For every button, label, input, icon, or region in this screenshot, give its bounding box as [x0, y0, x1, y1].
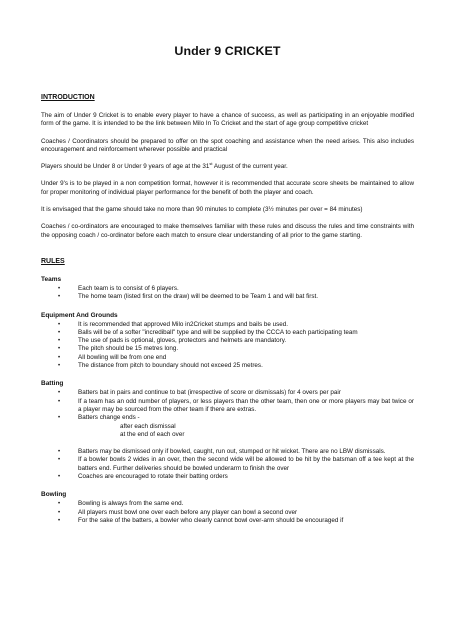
- bullet-icon: •: [58, 449, 61, 456]
- list-item: [41, 517, 414, 525]
- sub-list-item: at the end of each over: [120, 430, 185, 438]
- bowling-list: [41, 500, 414, 525]
- teams-list: [41, 285, 414, 302]
- age-text-end: August of the current year.: [212, 163, 288, 171]
- list-item: [41, 398, 414, 415]
- batting-heading: Batting: [41, 380, 64, 388]
- list-item: [41, 389, 414, 397]
- intro-paragraph-coaches: Coaches / Coordinators should be prepared to offer on the spot coaching and assistance when the need arises. This also includes encouragement and reinforcement wherever possible and practical: [41, 137, 414, 153]
- list-item: [41, 423, 414, 431]
- list-item-text: Batters bat in pairs and continue to bat (irrespective of score or dismissals) for 4 overs per pair: [78, 389, 341, 397]
- list-item: [41, 448, 414, 456]
- bullet-icon: •: [58, 390, 61, 397]
- teams-heading: Teams: [41, 275, 62, 283]
- list-item: [41, 293, 414, 301]
- bullet-icon: •: [58, 415, 61, 422]
- list-item: [41, 362, 414, 370]
- list-item: [41, 345, 414, 353]
- list-spacer: [41, 439, 414, 448]
- intro-paragraph-age: [41, 163, 414, 171]
- bullet-icon: •: [58, 346, 61, 353]
- list-item: [41, 456, 414, 473]
- list-item: [41, 321, 414, 329]
- list-item-text: Coaches are encouraged to rotate their batting orders: [78, 473, 228, 481]
- age-superscript: st: [209, 161, 213, 167]
- list-item-text: Batters may be dismissed only if bowled, caught, run out, stumped or hit wicket. There are no LBW dismissals.: [78, 448, 386, 456]
- list-item: [41, 414, 414, 422]
- list-item: [41, 337, 414, 345]
- list-item-text: Balls will be of a softer "incrediball" type and will be supplied by the CCCA to each participating team: [78, 328, 358, 336]
- list-item-text: The pitch should be 15 metres long.: [78, 345, 179, 353]
- intro-paragraph-aim: The aim of Under 9 Cricket is to enable every player to have a chance of success, as well as participating in an enjoyable modified form of the game. It is intended to be the link between Milo In To Cricket and the start of age group competitive cricket: [41, 112, 414, 128]
- bullet-icon: •: [58, 501, 61, 508]
- list-item: [41, 509, 414, 517]
- bullet-icon: •: [58, 285, 61, 292]
- bullet-icon: •: [58, 398, 61, 405]
- list-item-text: All players must bowl one over each before any player can bowl a second over: [78, 508, 298, 516]
- list-item: [41, 285, 414, 293]
- rules-heading: RULES: [41, 257, 65, 265]
- list-item: [41, 354, 414, 362]
- list-item-text: If a team has an odd number of players, or less players than the other team, then one or more players may bat twice or a player may be sourced from the other team if there are extras.: [78, 397, 414, 413]
- bullet-icon: •: [58, 474, 61, 481]
- list-item: [41, 473, 414, 481]
- list-item-text: All bowling will be from one end: [78, 353, 167, 361]
- equipment-heading: Equipment And Grounds: [41, 311, 118, 319]
- bullet-icon: •: [58, 457, 61, 464]
- bullet-icon: •: [58, 363, 61, 370]
- list-item-text: The use of pads is optional, gloves, protectors and helmets are mandatory.: [78, 337, 287, 345]
- list-item-text: If a bowler bowls 2 wides in an over, then the second wide will be allowed to be hit by the batsman off a tee kept at the batters end. Further deliveries should be bowled underarm to finish the over: [78, 456, 414, 472]
- bullet-icon: •: [58, 338, 61, 345]
- intro-paragraph-duration: It is envisaged that the game should take no more than 90 minutes to complete (3½ minutes per over = 84 minutes): [41, 206, 363, 214]
- list-item-text: The distance from pitch to boundary should not exceed 25 metres.: [78, 362, 263, 370]
- intro-paragraph-familiarise: Coaches / co-ordinators are encouraged to make themselves familiar with these rules and discuss the rules and time constraints with the opposing coach / co-ordinator before each match to ensure clear understanding of all prior to the game starting.: [41, 223, 414, 239]
- bullet-icon: •: [58, 294, 61, 301]
- batting-list: [41, 389, 414, 481]
- introduction-heading: INTRODUCTION: [41, 94, 95, 101]
- bullet-icon: •: [58, 509, 61, 516]
- bullet-icon: •: [58, 354, 61, 361]
- list-item: [41, 431, 414, 439]
- intro-paragraph-format: Under 9's is to be played in a non competition format, however it is recommended that accurate score sheets be maintained to allow for proper monitoring of individual player performance for the benefit of both the player and coach.: [41, 180, 414, 196]
- list-item: [41, 500, 414, 508]
- bowling-heading: Bowling: [41, 491, 67, 499]
- age-text-start: Players should be Under 8 or Under 9 years of age at the 31: [41, 163, 210, 171]
- list-item-text: It is recommended that approved Milo in2Cricket stumps and bails be used.: [78, 320, 289, 328]
- list-item-text: Each team is to consist of 6 players.: [78, 284, 179, 292]
- page-title: Under 9 CRICKET: [174, 44, 281, 58]
- list-item-text: The home team (listed first on the draw) will be deemed to be Team 1 and will bat first.: [78, 293, 318, 301]
- list-item-text: Batters change ends -: [78, 414, 140, 422]
- equipment-list: [41, 321, 414, 371]
- list-item-text: For the sake of the batters, a bowler who clearly cannot bowl over-arm should be encouraged if: [78, 516, 344, 524]
- list-item: [41, 329, 414, 337]
- bullet-icon: •: [58, 517, 61, 524]
- bullet-icon: •: [58, 329, 61, 336]
- sub-list-item: after each dismissal: [120, 422, 176, 430]
- list-item-text: Bowling is always from the same end.: [78, 500, 184, 508]
- bullet-icon: •: [58, 321, 61, 328]
